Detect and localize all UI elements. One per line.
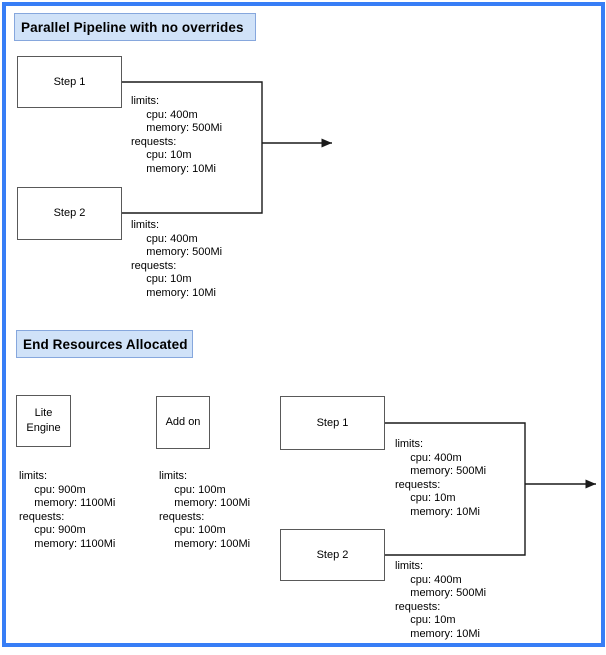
node-end-step2	[280, 529, 385, 581]
resource-line: cpu: 10m	[131, 149, 192, 161]
resource-line: limits:	[395, 438, 424, 450]
resource-line: cpu: 400m	[395, 573, 462, 586]
node-end-step2-label: Step 2	[316, 548, 349, 561]
resource-line: memory: 10Mi	[395, 505, 480, 518]
resources-end-step1	[395, 438, 486, 519]
resource-line: cpu: 900m	[19, 483, 86, 496]
resources-pipeline-step1	[131, 95, 222, 176]
resource-line: limits:	[159, 470, 188, 482]
resources-pipeline-step2	[131, 219, 222, 300]
resource-line: requests:	[131, 259, 177, 272]
resources-lite-engine	[19, 470, 115, 551]
node-add-on-label: Add on	[165, 416, 201, 428]
section-title-pipeline-label: Parallel Pipeline with no overrides	[21, 19, 244, 35]
resource-line: memory: 10Mi	[131, 162, 216, 175]
resource-line: memory: 100Mi	[159, 537, 251, 550]
resource-line: requests:	[159, 510, 205, 523]
resource-line: cpu: 400m	[131, 232, 198, 245]
section-title-end-resources-label: End Resources Allocated	[23, 336, 188, 352]
resource-line: memory: 500Mi	[395, 587, 487, 599]
resource-line: cpu: 100m	[159, 483, 226, 496]
resource-line: memory: 1100Mi	[19, 537, 116, 550]
resources-end-step2	[395, 560, 486, 641]
resource-line: limits:	[131, 219, 160, 231]
resource-line: limits:	[131, 95, 160, 107]
resource-line: cpu: 10m	[131, 273, 192, 285]
resource-line: requests:	[131, 135, 177, 148]
resource-line: cpu: 900m	[19, 524, 86, 536]
node-lite-engine	[16, 395, 71, 447]
node-pipeline-step1-label: Step 1	[53, 75, 86, 88]
resource-line: memory: 500Mi	[131, 246, 223, 258]
resource-line: memory: 10Mi	[395, 627, 480, 640]
resource-line: limits:	[395, 560, 424, 572]
node-lite-engine-label: Lite Engine	[26, 407, 61, 434]
resource-line: limits:	[19, 470, 48, 482]
section-title-pipeline	[14, 13, 256, 41]
node-end-step1	[280, 396, 385, 450]
resource-line: requests:	[395, 600, 441, 613]
resource-line: memory: 100Mi	[159, 497, 251, 509]
resource-line: cpu: 400m	[131, 108, 198, 121]
resource-line: memory: 10Mi	[131, 286, 216, 299]
node-end-step1-label: Step 1	[316, 416, 349, 429]
resource-line: cpu: 10m	[395, 492, 456, 504]
resource-line: cpu: 100m	[159, 524, 226, 536]
node-pipeline-step1	[17, 56, 122, 108]
resource-line: requests:	[395, 478, 441, 491]
resource-line: memory: 500Mi	[395, 465, 487, 477]
resource-line: requests:	[19, 510, 65, 523]
section-title-end-resources	[16, 330, 193, 358]
resource-line: memory: 1100Mi	[19, 497, 116, 509]
node-pipeline-step2	[17, 187, 122, 240]
resource-line: cpu: 400m	[395, 451, 462, 464]
node-add-on	[156, 396, 210, 449]
resource-line: memory: 500Mi	[131, 122, 223, 134]
resources-add-on	[159, 470, 250, 551]
resource-line: cpu: 10m	[395, 614, 456, 626]
node-pipeline-step2-label: Step 2	[53, 207, 86, 219]
